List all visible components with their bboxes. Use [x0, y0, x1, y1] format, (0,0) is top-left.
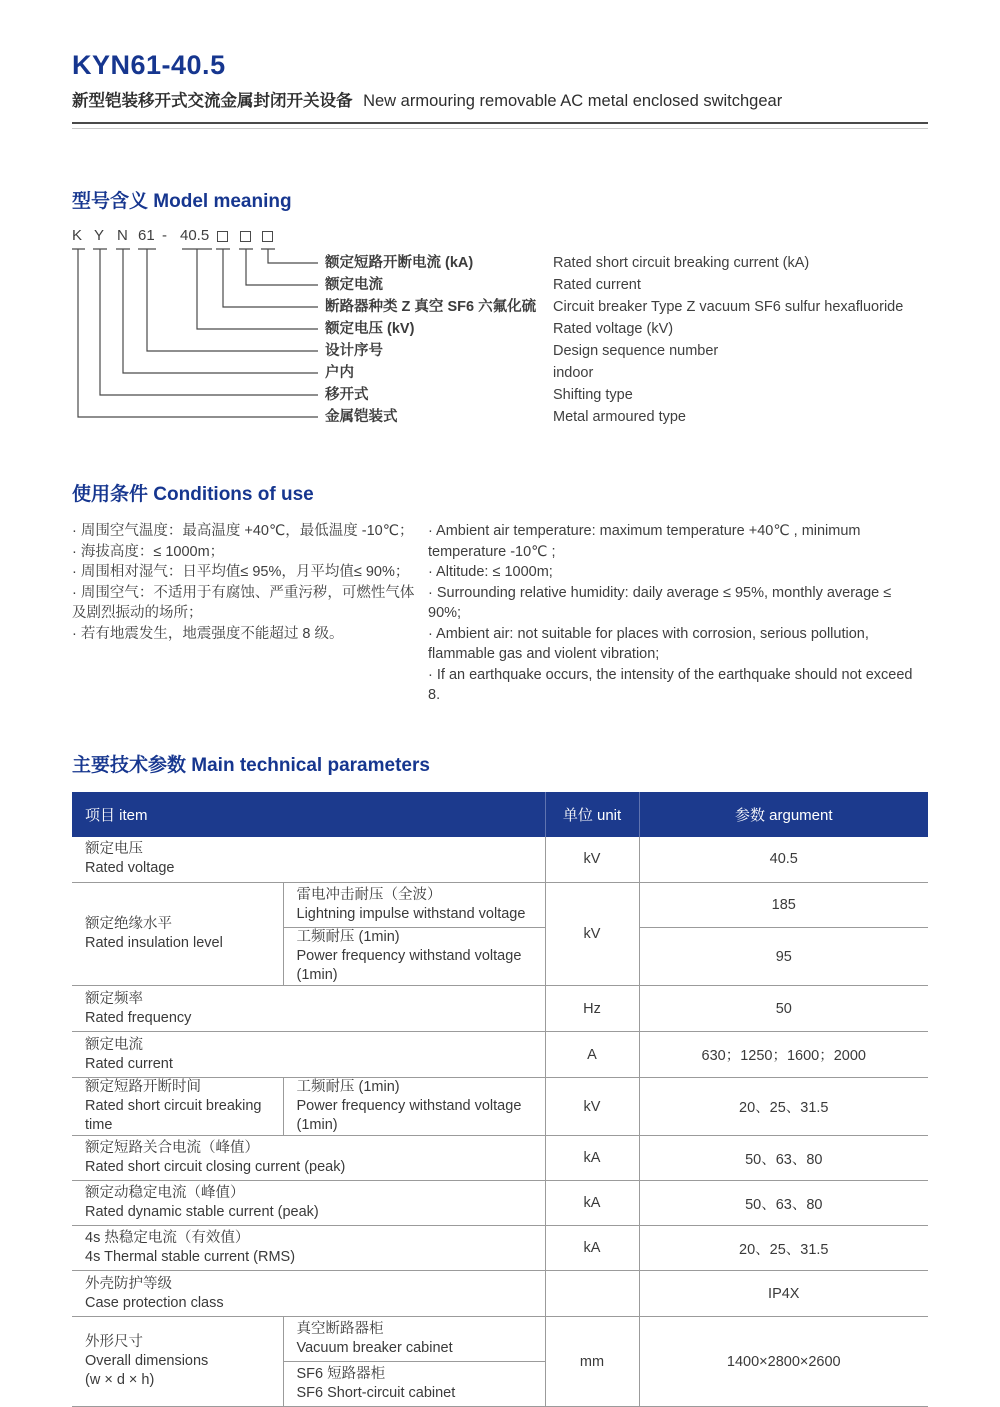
param-subitem: [283, 883, 545, 928]
model-code-part-y: Y: [94, 227, 104, 245]
param-value: 50、63、80: [639, 1181, 928, 1226]
param-item-zh: 额定绝缘水平: [85, 915, 283, 934]
table-row: [72, 837, 928, 883]
param-subitem-en: Vacuum breaker cabinet: [297, 1339, 545, 1358]
param-item-zh: 额定动稳定电流（峰值）: [85, 1184, 545, 1203]
param-item-en: Rated voltage: [85, 859, 545, 878]
param-subitem-zh: 雷电冲击耐压（全波）: [297, 886, 545, 905]
table-row: [72, 1032, 928, 1078]
condition-item-en: · Ambient air: not suitable for places with corrosion, serious pollution, flammable gas and violent vibration;: [428, 624, 928, 665]
param-item: [72, 883, 283, 986]
code-box: [217, 231, 228, 242]
param-item: [72, 1181, 545, 1226]
param-unit: kA: [545, 1136, 639, 1181]
condition-item-en: · Altitude: ≤ 1000m;: [428, 562, 928, 583]
param-item-en: Case protection class: [85, 1294, 545, 1313]
conditions-column-en: [428, 521, 928, 706]
param-item-en: Overall dimensions: [85, 1352, 283, 1371]
param-item: [72, 1317, 283, 1407]
param-item: [72, 837, 545, 883]
diagram-label-zh: 断路器种类 Z 真空 SF6 六氟化硫: [325, 297, 536, 317]
param-item-zh: 外形尺寸: [85, 1333, 283, 1352]
diagram-label-zh: 设计序号: [325, 341, 383, 361]
param-item-zh: 额定电流: [85, 1036, 545, 1055]
param-unit: kV: [545, 883, 639, 986]
param-subitem: [283, 1362, 545, 1407]
param-unit: Hz: [545, 986, 639, 1032]
param-item-en: Rated insulation level: [85, 934, 283, 953]
param-item-zh: 额定频率: [85, 990, 545, 1009]
table-row: [72, 1317, 928, 1362]
diagram-label-en: Circuit breaker Type Z vacuum SF6 sulfur hexafluoride: [553, 297, 903, 317]
param-item-en: 4s Thermal stable current (RMS): [85, 1248, 545, 1267]
param-item-en: Rated short circuit closing current (peak): [85, 1158, 545, 1177]
table-row: [72, 1271, 928, 1317]
param-item-en: Rated frequency: [85, 1009, 545, 1028]
column-header-argument: 参数 argument: [639, 792, 928, 837]
code-box: [262, 231, 273, 242]
param-value: 20、25、31.5: [639, 1078, 928, 1136]
param-subitem-en: Lightning impulse withstand voltage: [297, 905, 545, 924]
condition-item-en: · If an earthquake occurs, the intensity of the earthquake should not exceed 8.: [428, 665, 928, 706]
param-item-zh: 额定电压: [85, 840, 545, 859]
condition-item-zh: · 周围空气：不适用于有腐蚀、严重污秽，可燃性气体及剧烈振动的场所；: [72, 583, 428, 624]
section-heading-conditions: 使用条件 Conditions of use: [72, 479, 928, 506]
param-subitem: [283, 928, 545, 986]
diagram-label-zh: 移开式: [325, 385, 369, 405]
table-row: [72, 1226, 928, 1271]
document-header: [72, 0, 928, 129]
condition-item-en: · Ambient air temperature: maximum temperature +40℃ , minimum temperature -10℃ ;: [428, 521, 928, 562]
diagram-label-en: Metal armoured type: [553, 407, 686, 427]
param-item: [72, 1032, 545, 1078]
param-item-en2: (w × d × h): [85, 1371, 283, 1390]
param-subitem-en: SF6 Short-circuit cabinet: [297, 1384, 545, 1403]
model-code-part-dash: -: [162, 227, 167, 245]
diagram-label-zh: 额定电流: [325, 275, 383, 295]
param-item: [72, 1271, 545, 1317]
condition-item-zh: · 海拔高度：≤ 1000m；: [72, 542, 428, 563]
param-value: 50: [639, 986, 928, 1032]
param-subitem: [283, 1317, 545, 1362]
param-subitem-zh: 工频耐压 (1min): [297, 928, 545, 947]
page-title: KYN61-40.5: [72, 50, 928, 81]
param-value: 1400×2800×2600: [639, 1317, 928, 1407]
diagram-label-en: indoor: [553, 363, 593, 383]
model-code-part-405: 40.5: [180, 227, 209, 245]
param-unit: mm: [545, 1317, 639, 1407]
table-row: [72, 986, 928, 1032]
diagram-label-en: Design sequence number: [553, 341, 718, 361]
param-subitem-en: Power frequency withstand voltage (1min): [297, 947, 545, 985]
diagram-label-zh: 额定短路开断电流 (kA): [325, 253, 473, 273]
model-code-diagram: [72, 227, 928, 435]
param-subitem-zh: 工频耐压 (1min): [297, 1078, 545, 1097]
param-item-zh: 4s 热稳定电流（有效值）: [85, 1229, 545, 1248]
param-item-zh: 外壳防护等级: [85, 1275, 545, 1294]
param-value: 185: [639, 883, 928, 928]
param-value: IP4X: [639, 1271, 928, 1317]
param-value: 95: [639, 928, 928, 986]
conditions-columns: [72, 521, 928, 706]
param-value: 20、25、31.5: [639, 1226, 928, 1271]
table-row: [72, 1136, 928, 1181]
code-box: [240, 231, 251, 242]
param-item-en: Rated short circuit breaking time: [85, 1097, 283, 1135]
diagram-label-en: Shifting type: [553, 385, 633, 405]
table-row: [72, 1181, 928, 1226]
header-rule-dark: [72, 122, 928, 124]
param-item-zh: 额定短路开断时间: [85, 1078, 283, 1097]
section-heading-parameters: 主要技术参数 Main technical parameters: [72, 750, 928, 777]
param-value: 50、63、80: [639, 1136, 928, 1181]
param-unit: kV: [545, 1078, 639, 1136]
param-item: [72, 1136, 545, 1181]
param-unit: kA: [545, 1181, 639, 1226]
param-unit: A: [545, 1032, 639, 1078]
conditions-column-zh: [72, 521, 428, 706]
table-row: [72, 1078, 928, 1136]
diagram-label-en: Rated voltage (kV): [553, 319, 673, 339]
param-item: [72, 1226, 545, 1271]
model-code-part-k: K: [72, 227, 82, 245]
param-item-en: Rated current: [85, 1055, 545, 1074]
diagram-label-en: Rated short circuit breaking current (kA): [553, 253, 809, 273]
param-unit: kA: [545, 1226, 639, 1271]
param-subitem-en: Power frequency withstand voltage (1min): [297, 1097, 545, 1135]
page-subtitle-en: New armouring removable AC metal enclosed switchgear: [363, 92, 782, 110]
table-header-row: [72, 792, 928, 837]
param-value: 40.5: [639, 837, 928, 883]
diagram-label-zh: 户内: [325, 363, 354, 383]
param-subitem: [283, 1078, 545, 1136]
param-item: [72, 1078, 283, 1136]
param-unit: [545, 1271, 639, 1317]
model-code-part-n: N: [117, 227, 128, 245]
diagram-label-zh: 额定电压 (kV): [325, 319, 414, 339]
condition-item-zh: · 周围相对湿气：日平均值≤ 95%，月平均值≤ 90%；: [72, 562, 428, 583]
page-subtitle: [72, 87, 928, 111]
param-value: 630；1250；1600；2000: [639, 1032, 928, 1078]
section-heading-model-meaning: 型号含义 Model meaning: [72, 186, 928, 213]
param-subitem-zh: 真空断路器柜: [297, 1320, 545, 1339]
column-header-unit: 单位 unit: [545, 792, 639, 837]
param-item-zh: 额定短路关合电流（峰值）: [85, 1139, 545, 1158]
column-header-item: 项目 item: [72, 792, 545, 837]
header-rule-light: [72, 128, 928, 129]
param-item: [72, 986, 545, 1032]
diagram-label-en: Rated current: [553, 275, 641, 295]
param-subitem-zh: SF6 短路器柜: [297, 1365, 545, 1384]
param-unit: kV: [545, 837, 639, 883]
diagram-label-zh: 金属铠装式: [325, 407, 398, 427]
condition-item-zh: · 周围空气温度：最高温度 +40℃，最低温度 -10℃；: [72, 521, 428, 542]
param-item-en: Rated dynamic stable current (peak): [85, 1203, 545, 1222]
condition-item-en: · Surrounding relative humidity: daily average ≤ 95%, monthly average ≤ 90%;: [428, 583, 928, 624]
table-row: [72, 883, 928, 928]
model-code-part-61: 61: [138, 227, 155, 245]
parameters-table: [72, 792, 928, 1407]
page-subtitle-zh: 新型铠装移开式交流金属封闭开关设备: [72, 92, 353, 110]
condition-item-zh: · 若有地震发生，地震强度不能超过 8 级。: [72, 624, 428, 645]
